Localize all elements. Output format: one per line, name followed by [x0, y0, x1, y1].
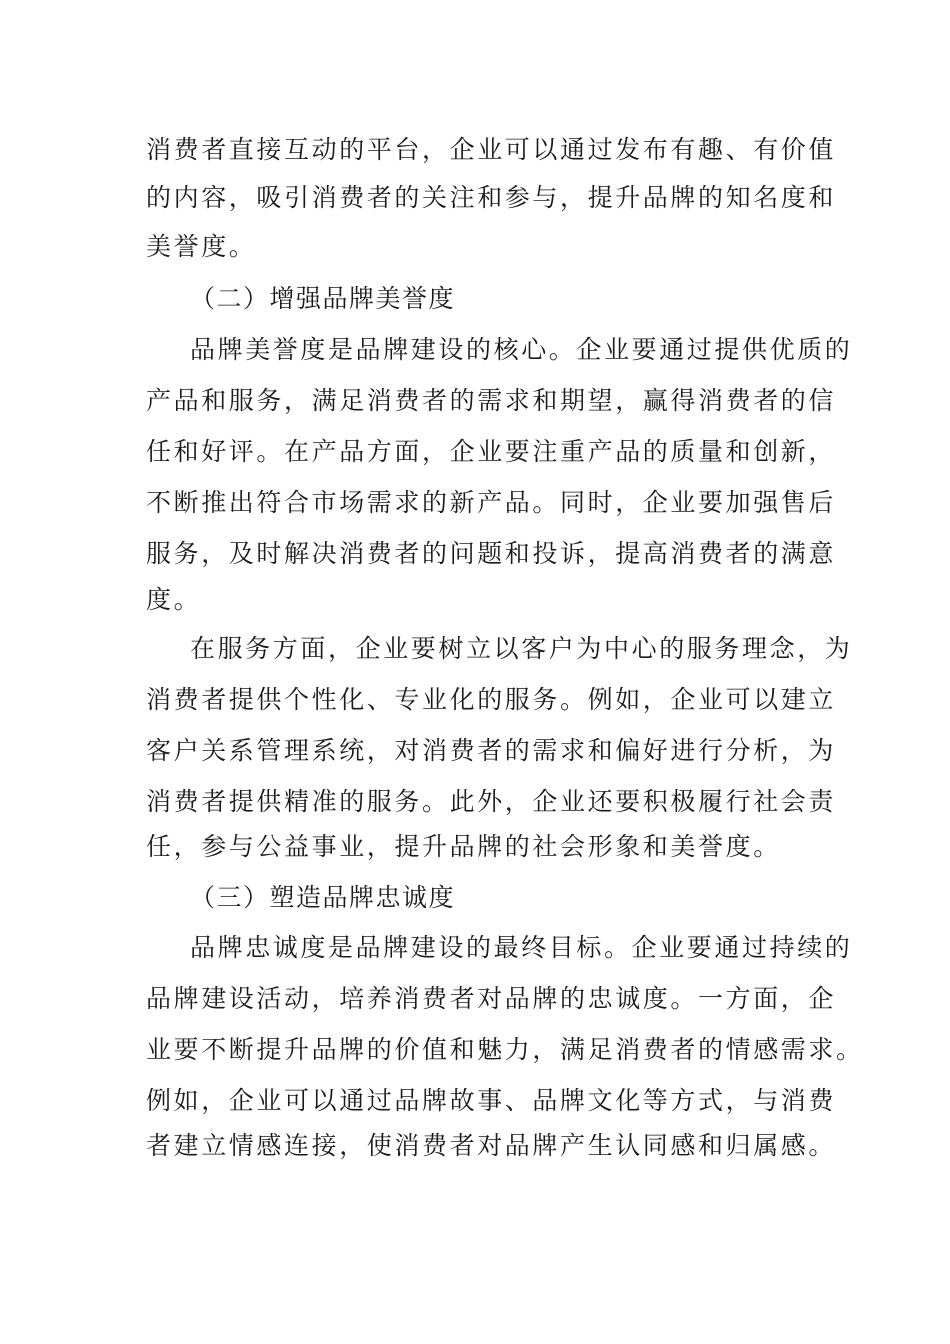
text-line: 产品和服务，满足消费者的需求和期望，赢得消费者的信 — [146, 386, 837, 415]
text-line: 品牌建设活动，培养消费者对品牌的忠诚度。一方面，企 — [146, 984, 837, 1013]
text-line: 者建立情感连接，使消费者对品牌产生认同感和归属感。 — [146, 1131, 837, 1160]
text-line: 品牌忠诚度是品牌建设的最终目标。企业要通过持续的 — [190, 933, 853, 962]
text-line: 任和好评。在产品方面，企业要注重产品的质量和创新， — [146, 437, 837, 466]
text-line: 不断推出符合市场需求的新产品。同时，企业要加强售后 — [146, 488, 837, 517]
text-line: 业要不断提升品牌的价值和魅力，满足消费者的情感需求。 — [146, 1035, 864, 1064]
text-line: 的内容，吸引消费者的关注和参与，提升品牌的知名度和 — [146, 183, 837, 212]
text-line: 任，参与公益事业，提升品牌的社会形象和美誉度。 — [146, 832, 781, 861]
text-line: 消费者提供个性化、专业化的服务。例如，企业可以建立 — [146, 685, 837, 714]
text-line: 服务，及时解决消费者的问题和投诉，提高消费者的满意 — [146, 539, 837, 568]
text-line: 例如，企业可以通过品牌故事、品牌文化等方式，与消费 — [146, 1086, 837, 1115]
section-heading: （二）增强品牌美誉度 — [190, 284, 456, 313]
text-line: 品牌美誉度是品牌建设的核心。企业要通过提供优质的 — [190, 335, 853, 364]
section-heading: （三）塑造品牌忠诚度 — [190, 883, 456, 912]
text-line: 客户关系管理系统，对消费者的需求和偏好进行分析，为 — [146, 736, 837, 765]
text-line: 美誉度。 — [146, 232, 257, 261]
text-line: 消费者直接互动的平台，企业可以通过发布有趣、有价值 — [146, 135, 837, 164]
text-line: 消费者提供精准的服务。此外，企业还要积极履行社会责 — [146, 787, 837, 816]
text-line: 度。 — [146, 585, 202, 614]
text-line: 在服务方面，企业要树立以客户为中心的服务理念，为 — [190, 634, 853, 663]
